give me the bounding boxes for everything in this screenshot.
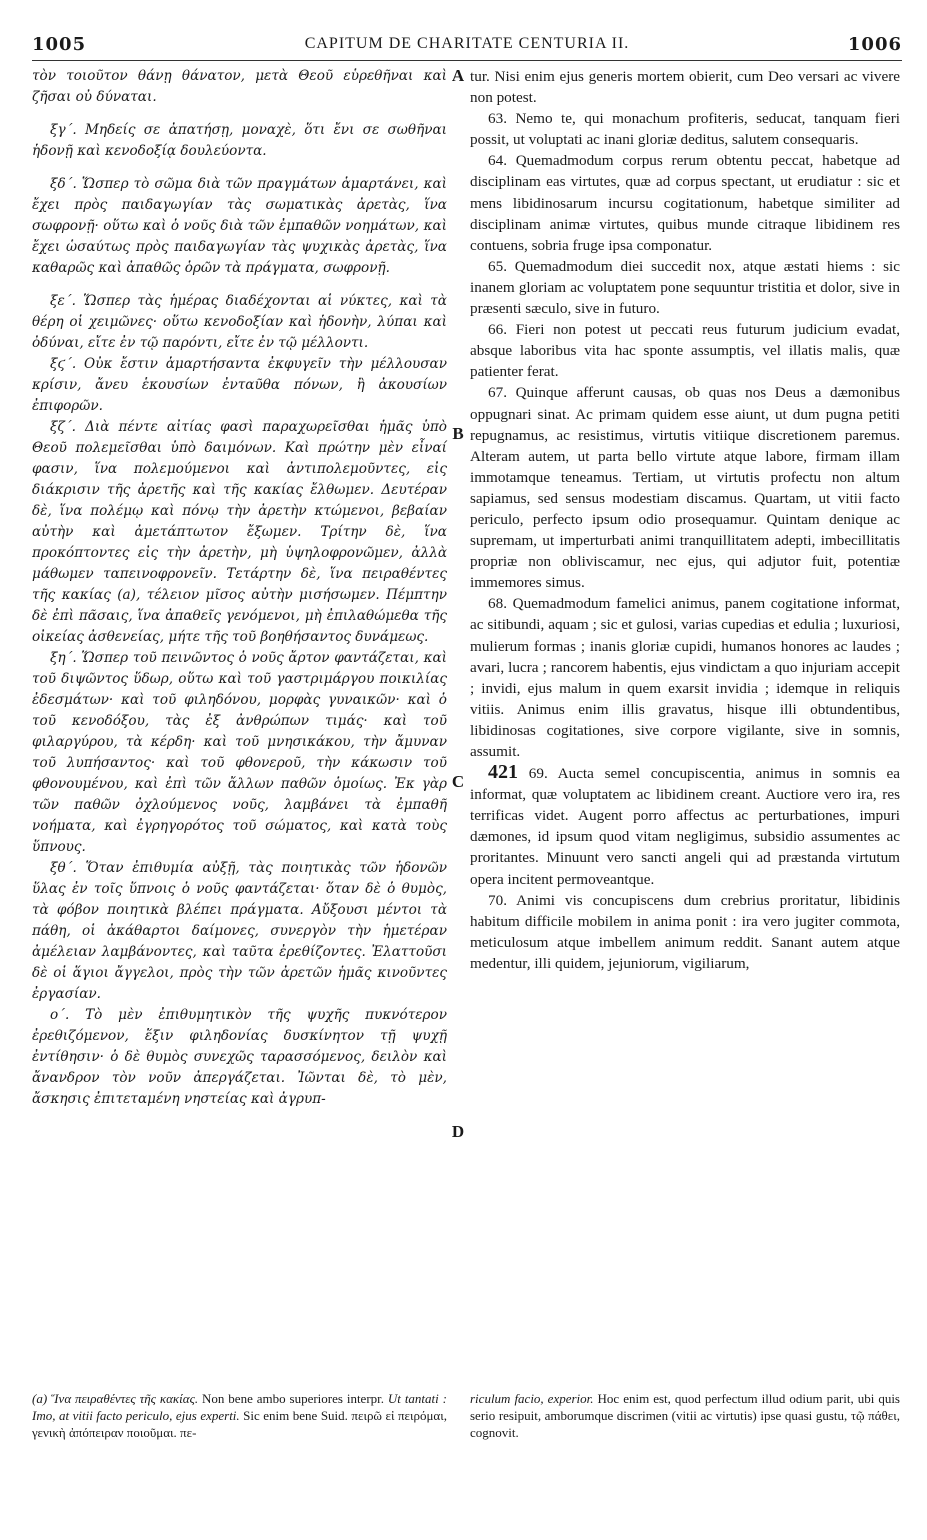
greek-para: ξδ΄. Ὥσπερ τὸ σῶμα διὰ τῶν πραγμάτων ἁμαρτάνει, καὶ ἔχει πρὸς παιδαγωγίαν τὰς σωματικὰς ἀρετὰς, ἵνα σωφρονῇ· οὕτω καὶ ὁ νοῦς διὰ τῶν ἐμπαθῶν νοημάτων, καὶ ἔχει ὡσαύτως πρὸς παιδαγωγίαν τὰς ψυχικὰς ἀρετὰς, ἵνα καθαρῶς καὶ ἀπαθῶς ὁρῶν τὰ πράγματα, σωφρονῇ. [32, 176, 447, 276]
greek-para: ξε΄. Ὥσπερ τὰς ἡμέρας διαδέχονται αἱ νύκτες, καὶ τὰ θέρη οἱ χειμῶνες· οὕτω κενοδοξίαν καὶ ἡδονὴν, λύπαι καὶ ὀδύναι, εἴτε ἐν τῷ παρόντι, εἴτε ἐν τῷ μέλλοντι. [32, 293, 447, 351]
latin-para [470, 762, 900, 890]
latin-para: 64. Quemadmodum corpus rerum obtentu peccat, habetque ad disciplinam eas virtutes, quæ ad corpus spectant, ut erudiatur : sic et mens libidinosarum incursu cogitationum, habetque similiter ad disciplinam animæ virtutes, quibus munde citraque libidinem res contuens, sobria fruge ipsa componatur. [470, 152, 900, 254]
footnote-text: Sic enim bene Suid. πειρῶ εἰ πειρόμαι, γενικὴ ἀπόπειραν ποιοῦμαι. πε- [32, 1408, 447, 1440]
greek-column [32, 66, 447, 1110]
footnote-text: Non bene ambo superiores interpr. [198, 1391, 388, 1406]
margin-letter-d: D [451, 1122, 465, 1141]
latin-para: 67. Quinque afferunt causas, ob quas nos Deus a dæmonibus oppugnari sinat. Ac primam quidem esse aiunt, ut dum pugna petiti repugnamus, ac resistimus, virtutis vitiique discretionem paremus. Alteram autem, ut parta bello virtute atque labore, firmam illam immotamque teneamus. Tertiam, ut virtutis profectu non altum sapiamus, sed sensus modestiam discamus. Quartam, ut vitii facto periculo, perfecto ipsum odio prosequamur. Quintam denique ac supremam, ut imperturbati animi tranquillitatem adepti, imbecillitatis propriæ non obliviscamur, nec ejus, qui adjutor fuit, potentiæ immemores simus. [470, 384, 900, 592]
greek-para: ξζ΄. Διὰ πέντε αἰτίας φασὶ παραχωρεῖσθαι ἡμᾶς ὑπὸ Θεοῦ πολεμεῖσθαι ὑπὸ δαιμόνων. Καὶ πρώτην μὲν εἶναί φασιν, ἵνα πολεμούμενοι καὶ ἀντιπολεμοῦντες, εἰς διάκρισιν τῆς ἀρετῆς καὶ τῆς κακίας ἔλθωμεν. Δευτέραν δὲ, ἵνα πολέμῳ καὶ πόνῳ τὴν ἀρετὴν κτώμενοι, βεβαίαν αὐτὴν καὶ ἀμετάπτωτον ἔξωμεν. Τρίτην δὲ, ἵνα προκόπτοντες εἰς τὴν ἀρετὴν, μὴ ὑψηλοφρονῶμεν, ἀλλὰ μάθωμεν ταπεινοφρονεῖν. Τετάρτην δὲ, ἵνα πειραθέντες τῆς κακίας (a), τέλειον μῖσος αὐτὴν μισήσωμεν. Πέμπτην δὲ ἐπὶ πᾶσαις, ἵνα ἀπαθεῖς γενόμενοι, μὴ ἐπιλαθώμεθα τῆς οἰκείας ἀσθενείας, μήτε τῆς τοῦ βοηθήσαντος δυνάμεως. [32, 419, 447, 645]
latin-para: 63. Nemo te, qui monachum profiteris, seducat, tanquam fieri possit, ut voluptati ac inani gloriæ deditus, salutem consequaris. [470, 110, 900, 149]
greek-para: ο΄. Τὸ μὲν ἐπιθυμητικὸν τῆς ψυχῆς πυκνότερον ἐρεθιζόμενον, ἕξιν φιληδονίας δυσκίνητον τῇ ψυχῇ ἐντίθησιν· ὁ δὲ θυμὸς συνεχῶς ταρασσόμενος, δειλὸν καὶ ἄνανδρον τὸν νοῦν ἀπεργάζεται. Ἰῶνται δὲ, τὸ μὲν, ἄσκησις ἐπιτεταμένη νηστείας καὶ ἀγρυπ- [32, 1007, 447, 1107]
footnote-text: Hoc enim est, quod perfectum illud odium parit, ubi quis serio resipuit, amborumque discrimen (vitii ac virtutis) ipse quasi gustu, τῷ πάθει, cognovit. [470, 1391, 900, 1440]
page-number-right: 1006 [847, 34, 902, 55]
margin-letter-b: B [452, 424, 464, 443]
latin-para: 70. Animi vis concupiscens dum crebrius proritatur, libidinis habitum difficile mobilem in anima ponit : ira vero jugiter commota, meticulosum atque imbellem animum reddit. Sanant autem atque medentur, illi quidem, jejuniorum, vigiliarum, [470, 891, 900, 972]
footnote-right [470, 1390, 900, 1441]
footnote-lemma: (a) Ἵνα πειραθέντες τῆς κακίας. [32, 1391, 199, 1406]
margin-letter-c: C [451, 772, 465, 791]
footnote-quote: Ut tantati : Imo, at vitii facto periculo, ejus experti. [32, 1391, 447, 1423]
latin-column [470, 66, 900, 974]
greek-para: ξθ΄. Ὅταν ἐπιθυμία αὐξῇ, τὰς ποιητικὰς τῶν ἡδονῶν ὕλας ἐν τοῖς ὕπνοις ὁ νοῦς φαντάζεται· ὅταν δὲ ὁ θυμὸς, τὰ φόβον ποιητικὰ βλέπει πράγματα. Αὔξουσι μέντοι τὰ πάθη, οἱ ἀκάθαρτοι δαίμονες, συνεργὸν τὴν ἡμετέραν ἀμέλειαν λαμβάνοντες, καὶ ταῦτα ἐρεθίζοντες. Ἐλαττοῦσι δὲ οἱ ἅγιοι ἄγγελοι, πρὸς τὴν τῶν ἀρετῶν ἡμᾶς κινοῦντες ἐργασίαν. [32, 860, 447, 1002]
footnote-left [32, 1390, 447, 1441]
latin-para-text: 69. Aucta semel concupiscentia, animus in somnis ea informat, quæ voluptatem ac libidinem creant. Auctiore vero ira, res terrificas videt. Augent porro affectus ac perturbationes, impuri dæmones, id ipsum quod vitam negligimus, subsidio assumentes ac proritantes. Minuunt vero sancti angeli qui ad præstanda virtutum opera incitent permoveantque. [470, 765, 900, 888]
latin-para: 66. Fieri non potest ut peccati reus futurum judicium evadat, absque laboribus vita hac sponte assumptis, vel illatis malis, quæ patienter ferat. [470, 321, 900, 381]
latin-para: 68. Quemadmodum famelici animus, panem cogitatione informat, ac sitibundi, aquam ; sic et gulosi, varias cupedias et edulia ; luxuriosi, mulierum formas ; inanis gloriæ cupidi, humanos honores ac laudes ; avari, lucra ; rancorem habentis, ejus vindictam a quo injuriam accepit ; invidi, ejus malum in quem exarsit invidia ; idemque in reliquis vitiis. Animus enim illis gravatus, hisque illi obtundentibus, libidinosas cogitationes, sive corpore vigilante, sive in somnis, assumit. [470, 595, 900, 760]
latin-para: 65. Quemadmodum diei succedit nox, atque æstati hiems : sic inanem gloriam ac voluptatem pone sequuntur tristitia et dolor, sive in præsenti sæculo, sive in futuro. [470, 257, 900, 318]
margin-letter-a: A [451, 66, 465, 85]
latin-para: tur. Nisi enim ejus generis mortem obierit, cum Deo versari ac vivere non potest. [470, 68, 900, 107]
footnote-quote: riculum facio, experior. [470, 1391, 594, 1406]
page-number-left: 1005 [32, 34, 87, 55]
greek-para: ξγ΄. Μηδείς σε ἀπατήσῃ, μοναχὲ, ὅτι ἔνι σε σωθῆναι ἡδονῇ καὶ κενοδοξίᾳ δουλεύοντα. [32, 122, 447, 159]
greek-para: ξϛ΄. Οὐκ ἔστιν ἁμαρτήσαντα ἐκφυγεῖν τὴν μέλλουσαν κρίσιν, ἄνευ ἑκουσίων ἐνταῦθα πόνων, ἢ ἀκουσίων ἐπιφορῶν. [32, 356, 447, 414]
running-title: CAPITUM DE CHARITATE CENTURIA II. [304, 35, 630, 52]
greek-para: ξη΄. Ὥσπερ τοῦ πεινῶντος ὁ νοῦς ἄρτον φαντάζεται, καὶ τοῦ διψῶντος ὕδωρ, οὕτω καὶ τοῦ γαστριμάργου ποικιλίας ἐδεσμάτων· καὶ τοῦ φιληδόνου, μορφὰς γυναικῶν· καὶ ὁ τοῦ κενοδόξου, τὰς ἐξ ἀνθρώπων τιμάς· καὶ τοῦ φιλαργύρου, τὰ κέρδη· καὶ τοῦ μνησικάκου, τὴν ἄμυναν τοῦ λυπήσαντος· καὶ τοῦ φθονεροῦ, τὴν κάκωσιν τοῦ φθονουμένου, καὶ ἐπὶ τῶν ἄλλων παθῶν ὁμοίως. Ἐκ γὰρ τῶν παθῶν ὀχλούμενος νοῦς, λαμβάνει τὰ ἐμπαθῆ νοήματα, καὶ ἐγρηγορότος τοῦ σώματος, καὶ κατὰ τοὺς ὕπνους. [32, 650, 447, 855]
running-header [32, 34, 902, 61]
greek-para: τὸν τοιοῦτον θάνῃ θάνατον, μετὰ Θεοῦ εὑρεθῆναι καὶ ζῆσαι οὐ δύναται. [32, 68, 447, 105]
column-number: 421 [488, 761, 518, 784]
